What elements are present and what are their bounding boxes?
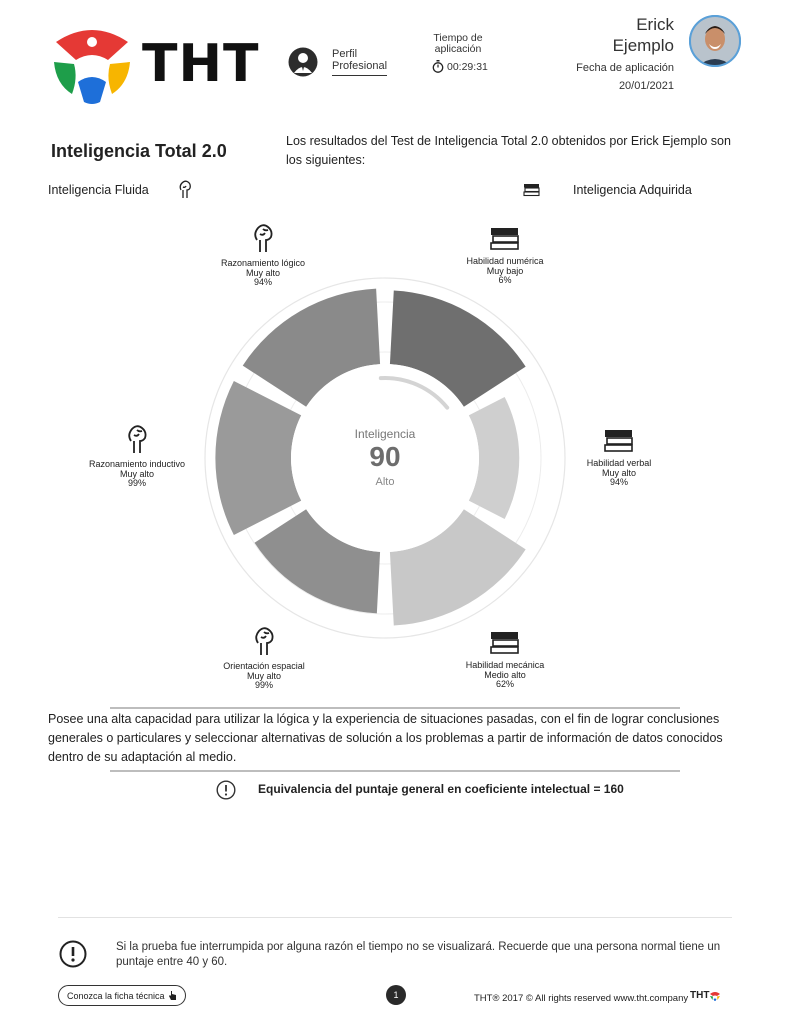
segment-level: Medio alto	[484, 669, 526, 680]
segment-name: Habilidad verbal	[586, 458, 652, 468]
segment-percent: 6%	[498, 275, 512, 285]
timer-icon	[432, 60, 444, 73]
date-value: 20/01/2021	[618, 80, 674, 92]
footer-divider	[58, 917, 732, 918]
segment-label-habilidad-mecanica	[435, 630, 575, 690]
segment-percent: 94%	[253, 277, 272, 287]
user-last-name: Ejemplo	[612, 36, 674, 55]
mini-logo-text: THT	[690, 990, 710, 1001]
tech-sheet-button-label: Conozca la ficha técnica	[67, 990, 165, 1001]
report-title: Inteligencia Total 2.0	[51, 141, 227, 161]
iq-equivalence: Equivalencia del puntaje general en coeficiente intelectual = 160	[258, 782, 624, 796]
time-value: 00:29:31	[447, 61, 488, 73]
page-number: 1	[386, 985, 406, 1005]
tech-sheet-button[interactable]	[58, 985, 186, 1006]
segment-level: Muy alto	[119, 468, 154, 479]
chart-segment	[215, 381, 301, 535]
chart-center-level: Alto	[375, 476, 395, 488]
chart-center-label: Inteligencia	[354, 427, 416, 441]
segment-percent: 94%	[609, 477, 628, 487]
avatar	[688, 14, 742, 68]
brain-icon	[253, 627, 275, 657]
time-label-line1: Tiempo de	[433, 32, 483, 44]
alert-icon	[216, 780, 236, 800]
copyright: THT® 2017 © All rights reserved www.tht.company	[474, 993, 689, 1004]
chart-center-value: 90	[369, 441, 401, 472]
time-label-line2: aplicación	[434, 43, 482, 55]
time-label	[418, 33, 498, 55]
segment-level: Muy bajo	[486, 265, 524, 276]
segment-level: Muy alto	[246, 670, 281, 681]
segment-name: Habilidad numérica	[466, 256, 544, 266]
segment-name: Habilidad mecánica	[465, 660, 545, 670]
user-first-name: Erick	[636, 15, 674, 34]
divider-bottom	[110, 770, 680, 772]
brain-icon	[252, 224, 274, 254]
pointer-hand-icon	[168, 990, 177, 1001]
segment-name: Razonamiento inductivo	[88, 459, 186, 469]
profile-icon	[288, 47, 318, 77]
segment-label-orientacion-espacial	[194, 627, 334, 691]
segment-percent: 62%	[495, 679, 514, 689]
segment-label-habilidad-numerica	[435, 226, 575, 286]
date-label: Fecha de aplicación	[576, 62, 674, 74]
footer-note: Si la prueba fue interrumpida por alguna razón el tiempo no se visualizará. Recuerde que una persona normal tiene un puntaje entre 40 y 60.	[116, 941, 721, 968]
segment-label-razonamiento-logico	[193, 224, 333, 288]
profile-label-line1: Perfil	[332, 48, 358, 60]
brain-icon	[126, 425, 148, 455]
mini-logo	[690, 990, 720, 1001]
profile-label-line2: Profesional	[332, 60, 388, 72]
book-icon	[489, 630, 521, 656]
brand-name: THT	[142, 34, 260, 94]
alert-icon	[58, 939, 88, 969]
brand-logo	[52, 24, 267, 104]
segment-name: Razonamiento lógico	[220, 258, 306, 268]
profile-label	[332, 48, 387, 76]
segment-label-razonamiento-inductivo	[67, 425, 207, 489]
book-icon	[603, 428, 635, 454]
book-icon	[489, 226, 521, 252]
brain-icon	[178, 180, 192, 200]
result-description: Posee una alta capacidad para utilizar la lógica y la experiencia de situaciones pasadas, con el fin de lograr conclusiones generales o particulares y seleccionar alternativas de solución a los problemas a partir de información de datos conocidos dentro de su adaptación al medio.	[48, 712, 723, 764]
segment-name: Orientación espacial	[223, 661, 305, 671]
user-name	[560, 14, 674, 56]
segment-label-habilidad-verbal	[549, 428, 689, 488]
report-intro: Los resultados del Test de Inteligencia Total 2.0 obtenidos por Erick Ejemplo son los siguientes:	[286, 134, 731, 167]
group-label-fluida: Inteligencia Fluida	[48, 183, 149, 197]
segment-level: Muy alto	[601, 467, 636, 478]
brand-logo-icon	[52, 24, 132, 104]
divider-top	[110, 707, 680, 709]
segment-level: Muy alto	[245, 267, 280, 278]
group-label-adquirida: Inteligencia Adquirida	[573, 183, 692, 197]
segment-percent: 99%	[254, 680, 273, 690]
segment-percent: 99%	[127, 478, 146, 488]
mini-logo-icon	[710, 991, 720, 1001]
book-icon	[523, 182, 541, 197]
